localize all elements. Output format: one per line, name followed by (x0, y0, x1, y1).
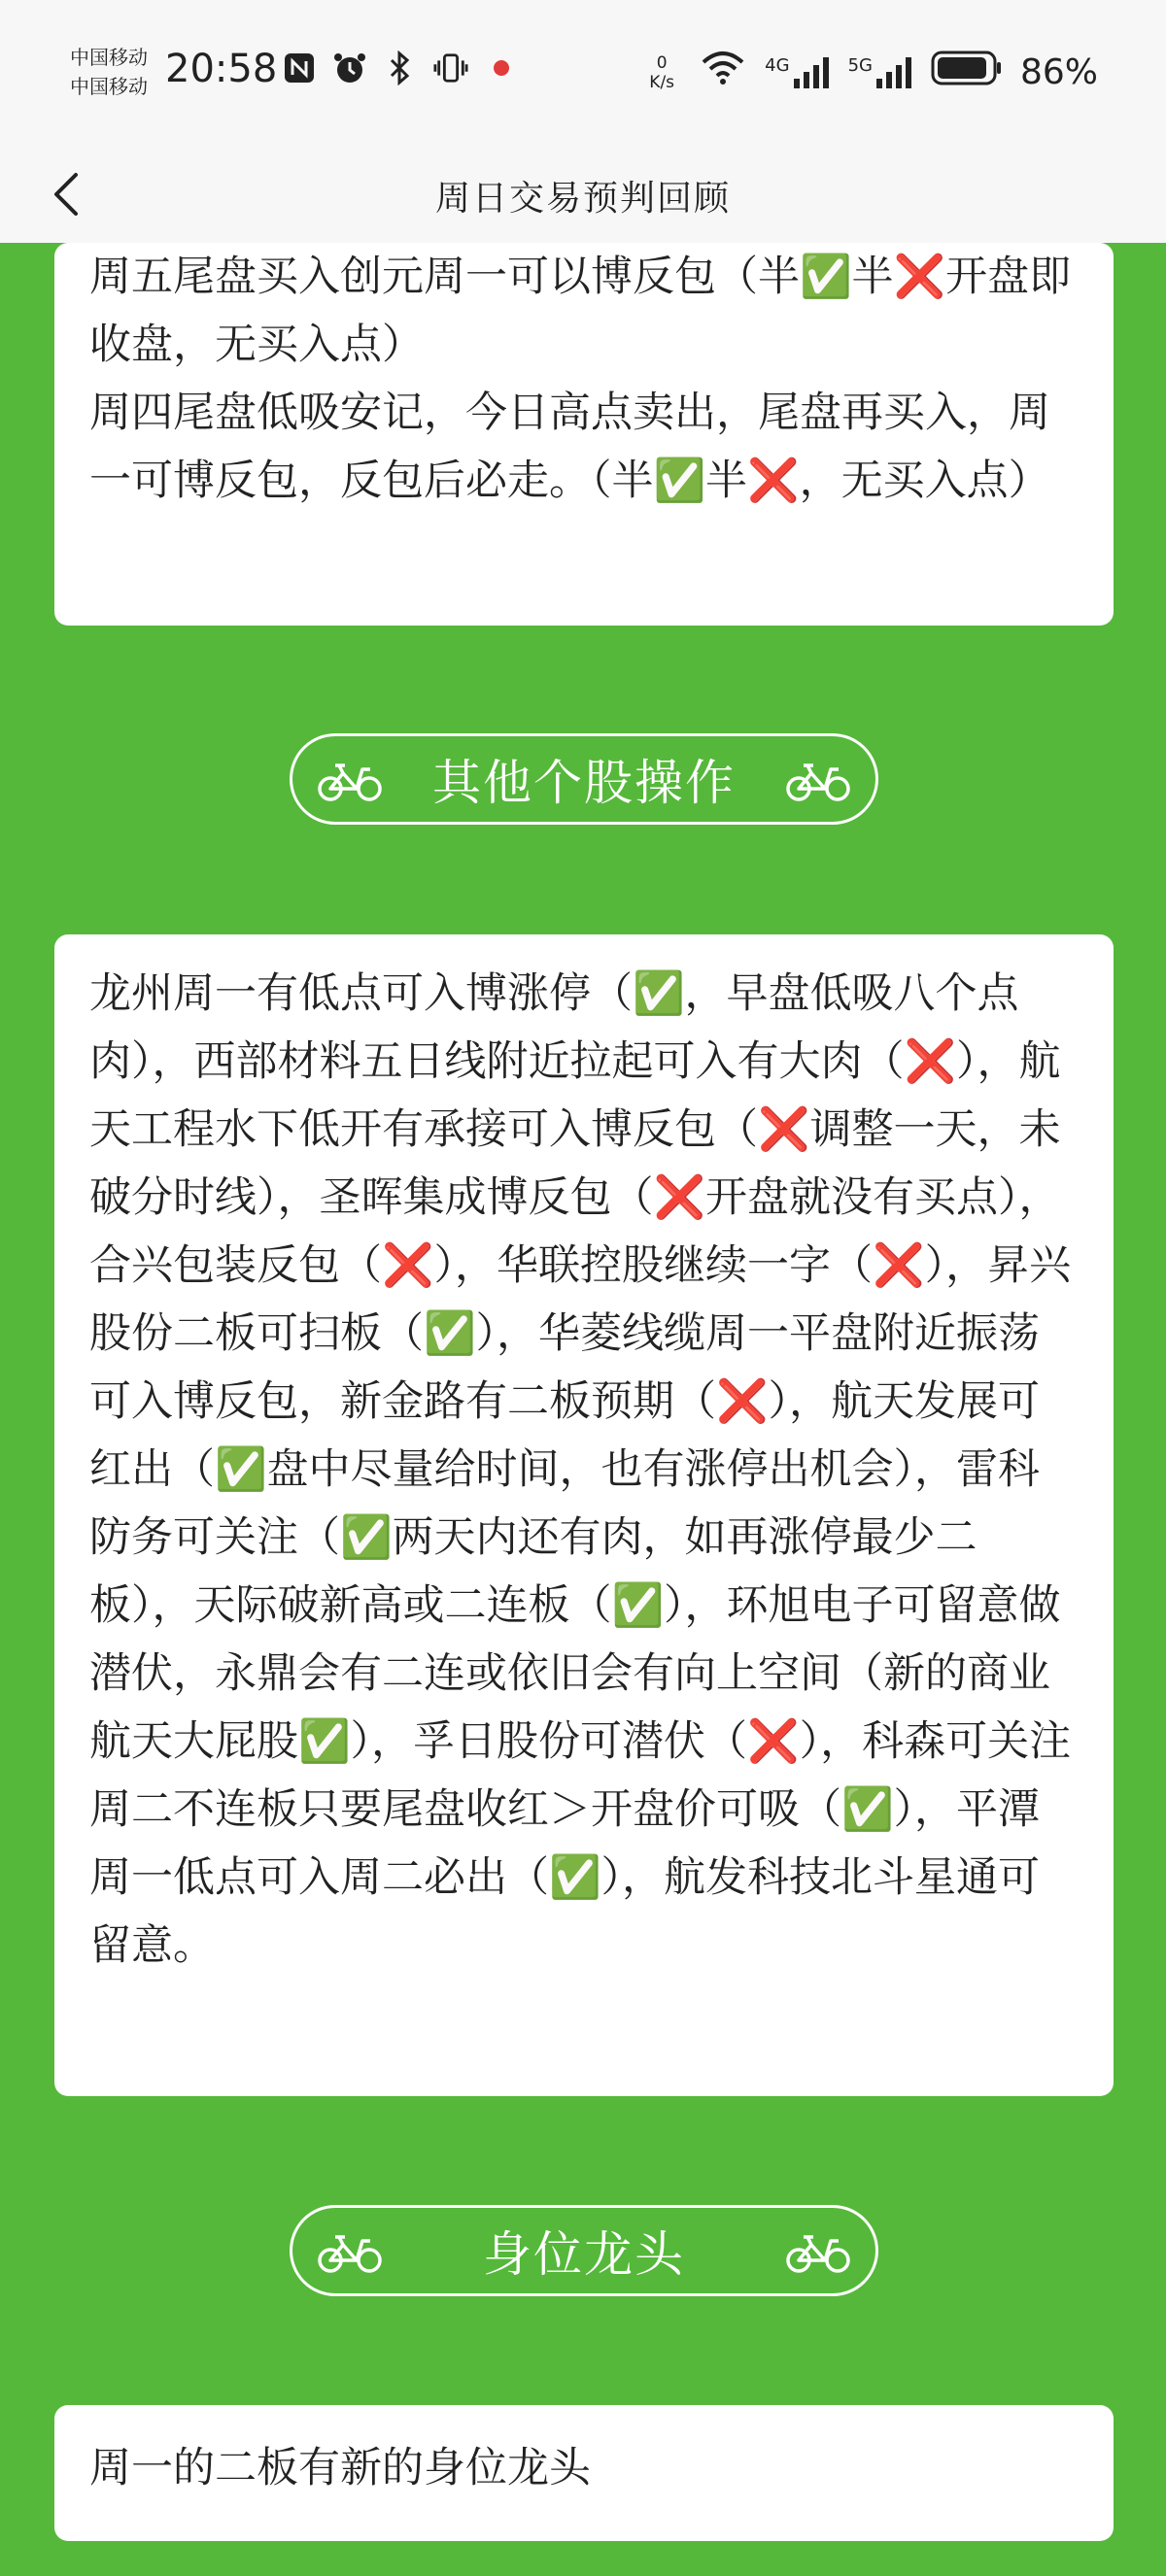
section-header-other-stocks (290, 733, 878, 825)
net-speed: 0 K/s (649, 52, 675, 92)
section-header-leader (290, 2205, 878, 2296)
signal-icon (792, 55, 831, 90)
signal-icon (874, 55, 913, 90)
battery-percent: 86% (1019, 52, 1098, 92)
card-text: 周一的二板有新的身位龙头 (89, 2444, 591, 2492)
section-title: 身位龙头 (483, 2226, 685, 2283)
card-text: 龙州周一有低点可入博涨停（✅，早盘低吸八个点肉），西部材料五日线附近拉起可入有大肉（❌），航天工程水下低开有承接可入博反包（❌调整一天，未破分时线），圣晖集成博反包（❌开盘就没有买点），合兴包装反包（❌），华联控股继续一字（❌），昇兴股份二板可扫板（✅），华菱线缆周一平盘附近振荡可入博反包，新金路有二板预期（❌），航天发展可红出（✅盘中尽量给时间，也有涨停出机会），雷科防务可关注（✅两天内还有肉，如再涨停最少二板），天际破新高或二连板（✅），环旭电子可留意做潜伏，永鼎会有二连或依旧会有向上空间（新的商业航天大屁股✅），孚日股份可潜伏（❌），科森可关注周二不连板只要尾盘收红＞开盘价可吸（✅），平潭周一低点可入周二必出（✅），航发科技北斗星通可留意。 (89, 969, 1072, 1970)
notification-dot-icon (484, 51, 519, 85)
page-title: 周日交易预判回顾 (434, 179, 731, 219)
bicycle-icon (786, 760, 850, 802)
vibrate-icon (433, 51, 468, 85)
clock: 20:58 (165, 47, 278, 91)
right-status (642, 49, 1098, 96)
wifi-icon (699, 49, 747, 96)
carrier-labels (70, 43, 148, 101)
nav-bar (0, 146, 1166, 243)
alarm-icon (332, 51, 367, 85)
system-icons (282, 51, 519, 85)
review-card-top (54, 243, 1114, 626)
bicycle-icon (786, 2231, 850, 2274)
nfc-icon (282, 51, 317, 85)
signal-4g: 4G (765, 55, 830, 90)
status-bar (0, 0, 1166, 146)
bicycle-icon (318, 2231, 382, 2274)
review-card-stocks (54, 934, 1114, 2096)
card-text: 周五尾盘买入创元周一可以博反包（半✅半❌开盘即收盘，无买入点） 周四尾盘低吸安记，今日高点卖出，尾盘再买入，周一可博反包，反包后必走。（半✅半❌，无买入点） (89, 253, 1072, 505)
bluetooth-icon (383, 51, 418, 85)
review-card-leader (54, 2405, 1114, 2541)
section-title: 其他个股操作 (432, 755, 736, 811)
bicycle-icon (318, 760, 382, 802)
signal-5g: 5G (848, 55, 913, 90)
carrier-1: 中国移动 (70, 46, 148, 69)
carrier-2: 中国移动 (70, 75, 148, 98)
battery-icon (931, 50, 1003, 95)
